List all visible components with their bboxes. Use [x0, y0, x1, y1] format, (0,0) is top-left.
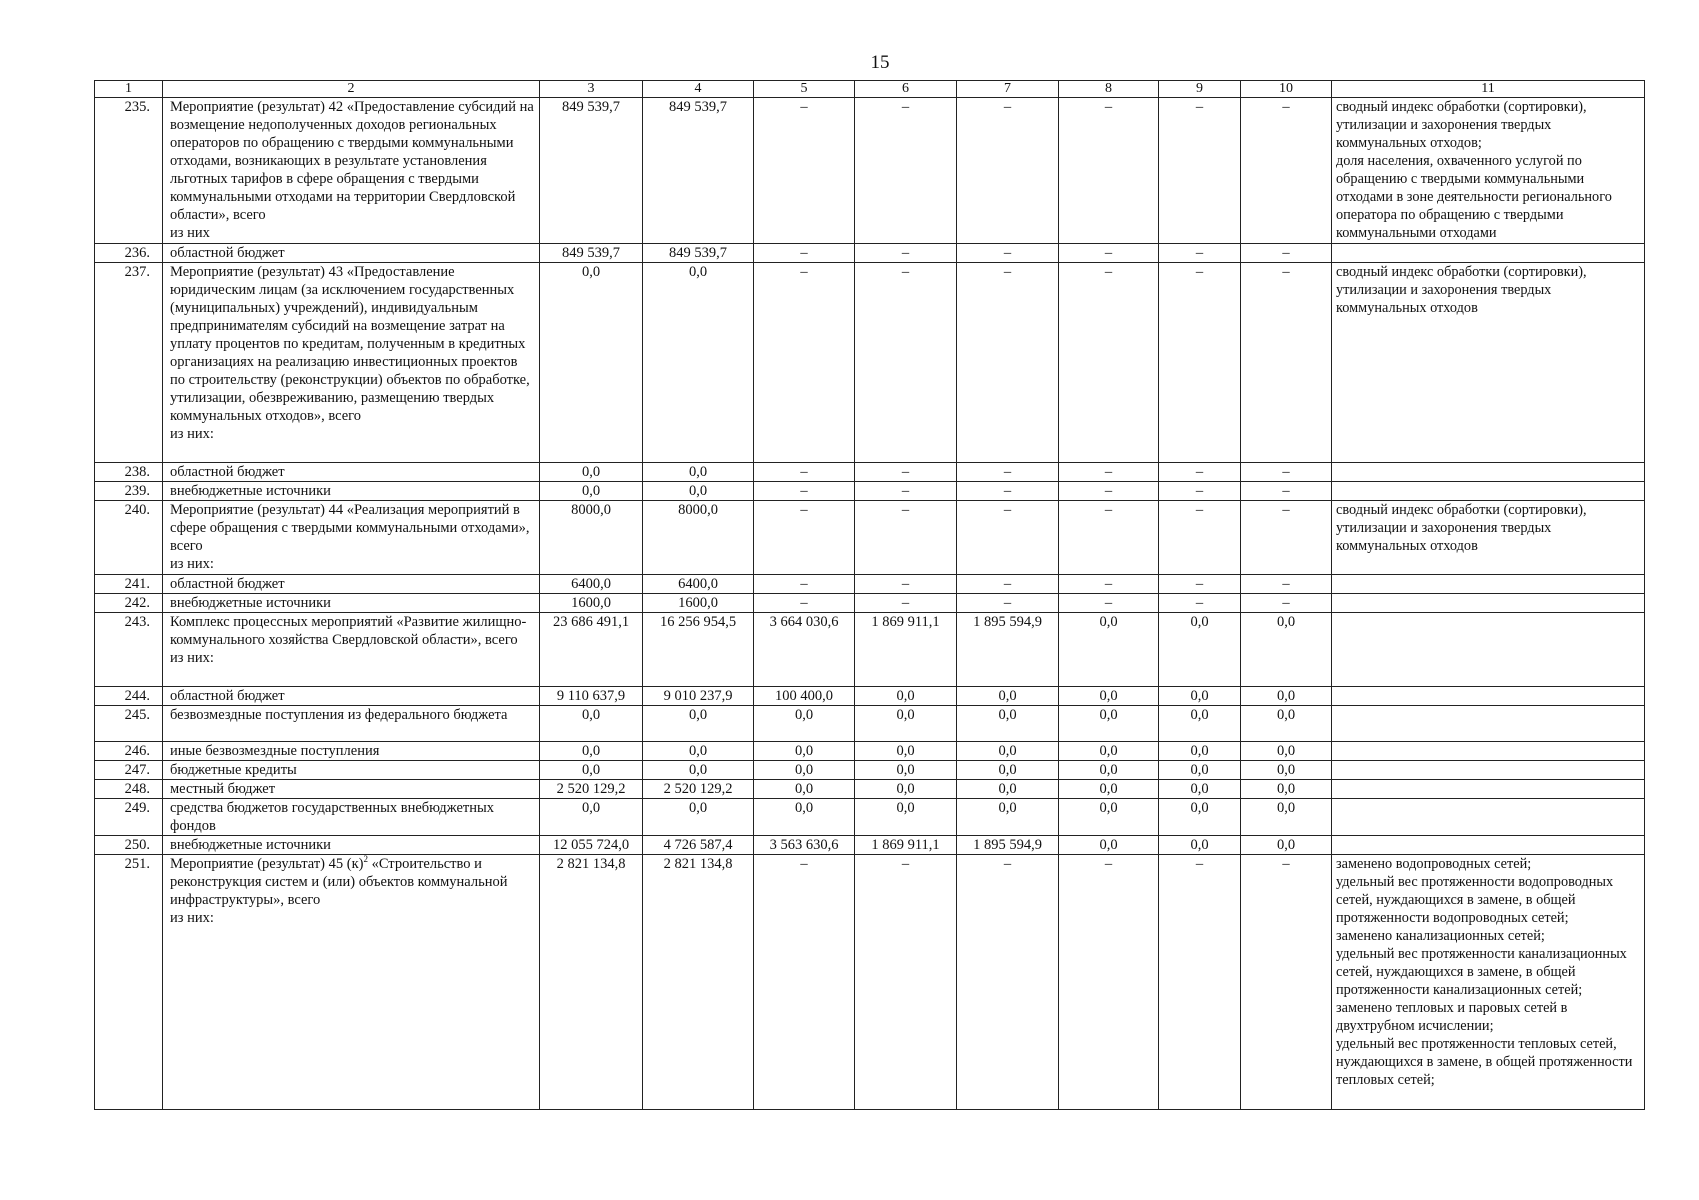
table-row [95, 855, 1645, 1110]
row-description: внебюджетные источники [163, 482, 540, 501]
value-cell: – [957, 463, 1059, 482]
row-description: внебюджетные источники [163, 594, 540, 613]
value-cell: – [1059, 575, 1159, 594]
value-cell: – [1159, 501, 1241, 575]
value-cell: – [1241, 855, 1332, 1110]
header-row [95, 81, 1645, 98]
table-row [95, 482, 1645, 501]
row-indicator [1332, 482, 1645, 501]
row-number: 236. [95, 244, 163, 263]
value-cell: – [1241, 463, 1332, 482]
row-indicator [1332, 575, 1645, 594]
value-cell: 0,0 [1241, 761, 1332, 780]
value-cell: – [1159, 855, 1241, 1110]
value-cell: 0,0 [643, 482, 754, 501]
column-header: 6 [855, 81, 957, 98]
row-number: 242. [95, 594, 163, 613]
value-cell: 0,0 [957, 742, 1059, 761]
row-number: 248. [95, 780, 163, 799]
value-cell: 1 869 911,1 [855, 836, 957, 855]
value-cell: – [855, 501, 957, 575]
value-cell: – [1059, 263, 1159, 463]
column-header: 9 [1159, 81, 1241, 98]
value-cell: 9 110 637,9 [540, 687, 643, 706]
table-row [95, 613, 1645, 687]
column-header: 2 [163, 81, 540, 98]
value-cell: – [855, 463, 957, 482]
row-indicator: сводный индекс обработки (сортировки), утилизации и захоронения твердых коммунальных отходов [1332, 501, 1645, 575]
value-cell: 0,0 [1059, 761, 1159, 780]
row-description: областной бюджет [163, 244, 540, 263]
value-cell: 0,0 [1241, 799, 1332, 836]
value-cell: 0,0 [957, 799, 1059, 836]
value-cell: 0,0 [1059, 742, 1159, 761]
row-indicator [1332, 780, 1645, 799]
column-header: 1 [95, 81, 163, 98]
value-cell: – [855, 263, 957, 463]
value-cell: – [754, 855, 855, 1110]
value-cell: 0,0 [643, 799, 754, 836]
value-cell: 0,0 [1241, 742, 1332, 761]
row-description [163, 855, 540, 1110]
value-cell: – [754, 501, 855, 575]
row-description: Мероприятие (результат) 44 «Реализация мероприятий в сфере обращения с твердыми коммунальными отходами», всего из них: [163, 501, 540, 575]
value-cell: 0,0 [1159, 706, 1241, 742]
value-cell: – [855, 855, 957, 1110]
value-cell: 0,0 [957, 687, 1059, 706]
value-cell: – [957, 98, 1059, 244]
table-row [95, 98, 1645, 244]
value-cell: 0,0 [1241, 836, 1332, 855]
value-cell: – [1059, 501, 1159, 575]
value-cell: 6400,0 [643, 575, 754, 594]
value-cell: 0,0 [540, 463, 643, 482]
value-cell: 8000,0 [540, 501, 643, 575]
budget-table [94, 80, 1645, 1110]
value-cell: 0,0 [1159, 799, 1241, 836]
value-cell: 0,0 [957, 706, 1059, 742]
row-description: областной бюджет [163, 463, 540, 482]
value-cell: 0,0 [540, 761, 643, 780]
row-number: 237. [95, 263, 163, 463]
row-indicator [1332, 244, 1645, 263]
table-row [95, 742, 1645, 761]
value-cell: – [1159, 463, 1241, 482]
value-cell: – [957, 501, 1059, 575]
table-row [95, 706, 1645, 742]
column-header: 8 [1059, 81, 1159, 98]
value-cell: – [754, 244, 855, 263]
value-cell: – [754, 98, 855, 244]
value-cell: 0,0 [1159, 687, 1241, 706]
row-indicator [1332, 594, 1645, 613]
value-cell: – [1059, 463, 1159, 482]
value-cell: – [957, 594, 1059, 613]
value-cell: 0,0 [643, 761, 754, 780]
table-row [95, 836, 1645, 855]
value-cell: 0,0 [1059, 799, 1159, 836]
value-cell: 12 055 724,0 [540, 836, 643, 855]
table-row [95, 575, 1645, 594]
value-cell: – [855, 575, 957, 594]
row-number: 244. [95, 687, 163, 706]
table-row [95, 687, 1645, 706]
value-cell: 2 520 129,2 [643, 780, 754, 799]
value-cell: 0,0 [643, 742, 754, 761]
value-cell: – [1159, 575, 1241, 594]
table-row [95, 463, 1645, 482]
value-cell: 0,0 [855, 799, 957, 836]
value-cell: 0,0 [540, 482, 643, 501]
value-cell: 849 539,7 [540, 244, 643, 263]
value-cell: – [1159, 482, 1241, 501]
value-cell: – [957, 855, 1059, 1110]
row-number: 247. [95, 761, 163, 780]
value-cell: 849 539,7 [643, 98, 754, 244]
row-number: 243. [95, 613, 163, 687]
value-cell: 16 256 954,5 [643, 613, 754, 687]
value-cell: – [1059, 594, 1159, 613]
value-cell: 3 664 030,6 [754, 613, 855, 687]
value-cell: 0,0 [643, 706, 754, 742]
value-cell: 0,0 [1159, 613, 1241, 687]
value-cell: – [855, 244, 957, 263]
value-cell: 0,0 [1059, 706, 1159, 742]
value-cell: – [855, 594, 957, 613]
value-cell: 6400,0 [540, 575, 643, 594]
description-text: Мероприятие (результат) 45 (к) [170, 856, 364, 872]
value-cell: – [1159, 263, 1241, 463]
row-indicator: сводный индекс обработки (сортировки), утилизации и захоронения твердых коммунальных отходов [1332, 263, 1645, 463]
value-cell: – [1059, 98, 1159, 244]
value-cell: 0,0 [1241, 687, 1332, 706]
value-cell: 0,0 [643, 463, 754, 482]
value-cell: 0,0 [855, 761, 957, 780]
row-description: бюджетные кредиты [163, 761, 540, 780]
column-header: 7 [957, 81, 1059, 98]
value-cell: 1600,0 [643, 594, 754, 613]
value-cell: 849 539,7 [540, 98, 643, 244]
value-cell: – [754, 463, 855, 482]
value-cell: 0,0 [643, 263, 754, 463]
value-cell: 0,0 [754, 742, 855, 761]
value-cell: 0,0 [957, 761, 1059, 780]
value-cell: 0,0 [1159, 780, 1241, 799]
value-cell: 0,0 [855, 742, 957, 761]
row-description: безвозмездные поступления из федерального бюджета [163, 706, 540, 742]
table-row [95, 761, 1645, 780]
row-indicator: заменено водопроводных сетей; удельный вес протяженности водопроводных сетей, нуждающихся в замене, в общей протяженности водопроводных сетей; заменено канализационных сетей; удельный вес протяженности канализационных сетей, нуждающихся в замене, в общей протяженности канализационных сетей; заменено тепловых и паровых сетей в двухтрубном исчислении; удельный вес протяженности тепловых сетей, нуждающихся в замене, в общей протяженности тепловых сетей; [1332, 855, 1645, 1110]
row-number: 246. [95, 742, 163, 761]
row-number: 239. [95, 482, 163, 501]
value-cell: 100 400,0 [754, 687, 855, 706]
column-header: 11 [1332, 81, 1645, 98]
value-cell: 8000,0 [643, 501, 754, 575]
row-description: Мероприятие (результат) 43 «Предоставление юридическим лицам (за исключением государственных (муниципальных) учреждений), индивидуальным предпринимателям субсидий на возмещение затрат на уплату процентов по кредитам, полученным в кредитных организациях на реализацию инвестиционных проектов по строительству (реконструкции) объектов по обработке, утилизации, обезвреживанию, размещению твердых коммунальных отходов», всего из них: [163, 263, 540, 463]
column-header: 5 [754, 81, 855, 98]
row-indicator [1332, 706, 1645, 742]
value-cell: 1 895 594,9 [957, 613, 1059, 687]
row-number: 249. [95, 799, 163, 836]
value-cell: 0,0 [1241, 706, 1332, 742]
value-cell: – [1241, 501, 1332, 575]
value-cell: – [855, 98, 957, 244]
page-number: 15 [870, 52, 890, 73]
value-cell: 0,0 [754, 780, 855, 799]
value-cell: – [855, 482, 957, 501]
description-text: «Строительство и реконструкция систем и (или) объектов коммунальной инфраструктуры», всего из них: [170, 856, 508, 926]
row-indicator [1332, 799, 1645, 836]
footnote-mark: 2 [363, 854, 368, 865]
value-cell: 0,0 [1159, 742, 1241, 761]
value-cell: 0,0 [1159, 836, 1241, 855]
row-number: 235. [95, 98, 163, 244]
row-description: местный бюджет [163, 780, 540, 799]
value-cell: 0,0 [1059, 687, 1159, 706]
value-cell: 849 539,7 [643, 244, 754, 263]
table-row [95, 244, 1645, 263]
row-description: Комплекс процессных мероприятий «Развитие жилищно-коммунального хозяйства Свердловской области», всего из них: [163, 613, 540, 687]
row-indicator [1332, 742, 1645, 761]
value-cell: – [1241, 482, 1332, 501]
value-cell: 0,0 [540, 706, 643, 742]
table-row [95, 780, 1645, 799]
value-cell: 0,0 [754, 799, 855, 836]
value-cell: – [1159, 98, 1241, 244]
row-description: областной бюджет [163, 575, 540, 594]
value-cell: 0,0 [1241, 613, 1332, 687]
value-cell: 1 869 911,1 [855, 613, 957, 687]
column-header: 10 [1241, 81, 1332, 98]
value-cell: – [1159, 594, 1241, 613]
value-cell: 0,0 [540, 263, 643, 463]
value-cell: – [754, 482, 855, 501]
value-cell: 0,0 [1059, 780, 1159, 799]
value-cell: – [754, 594, 855, 613]
row-number: 250. [95, 836, 163, 855]
row-number: 245. [95, 706, 163, 742]
value-cell: – [754, 575, 855, 594]
value-cell: 0,0 [754, 761, 855, 780]
value-cell: – [957, 263, 1059, 463]
row-description: внебюджетные источники [163, 836, 540, 855]
value-cell: – [1241, 244, 1332, 263]
row-number: 241. [95, 575, 163, 594]
value-cell: 3 563 630,6 [754, 836, 855, 855]
row-description: средства бюджетов государственных внебюджетных фондов [163, 799, 540, 836]
value-cell: 0,0 [855, 780, 957, 799]
column-header: 4 [643, 81, 754, 98]
table-row [95, 799, 1645, 836]
row-description: иные безвозмездные поступления [163, 742, 540, 761]
table-row [95, 263, 1645, 463]
value-cell: 0,0 [855, 687, 957, 706]
value-cell: 0,0 [957, 780, 1059, 799]
value-cell: 23 686 491,1 [540, 613, 643, 687]
value-cell: – [754, 263, 855, 463]
row-number: 240. [95, 501, 163, 575]
value-cell: – [1241, 263, 1332, 463]
row-indicator [1332, 463, 1645, 482]
table-body [95, 81, 1645, 1110]
value-cell: 0,0 [754, 706, 855, 742]
value-cell: 2 520 129,2 [540, 780, 643, 799]
value-cell: 2 821 134,8 [643, 855, 754, 1110]
value-cell: – [957, 482, 1059, 501]
value-cell: 0,0 [1159, 761, 1241, 780]
table-row [95, 501, 1645, 575]
row-number: 238. [95, 463, 163, 482]
row-number: 251. [95, 855, 163, 1110]
row-indicator [1332, 613, 1645, 687]
value-cell: 1600,0 [540, 594, 643, 613]
value-cell: 0,0 [1059, 613, 1159, 687]
row-description: Мероприятие (результат) 42 «Предоставление субсидий на возмещение недополученных доходов региональных операторов по обращению с твердыми коммунальными отходами, возникающих в результате установления льготных тарифов в сфере обращения с твердыми коммунальными отходами на территории Свердловской области», всего из них [163, 98, 540, 244]
value-cell: – [1059, 482, 1159, 501]
value-cell: – [1241, 98, 1332, 244]
value-cell: – [1159, 244, 1241, 263]
value-cell: 9 010 237,9 [643, 687, 754, 706]
row-indicator [1332, 687, 1645, 706]
value-cell: – [1059, 855, 1159, 1110]
value-cell: 0,0 [540, 742, 643, 761]
value-cell: – [1241, 594, 1332, 613]
value-cell: – [1059, 244, 1159, 263]
value-cell: 0,0 [1059, 836, 1159, 855]
table-row [95, 594, 1645, 613]
value-cell: 1 895 594,9 [957, 836, 1059, 855]
row-indicator: сводный индекс обработки (сортировки), утилизации и захоронения твердых коммунальных отходов; доля населения, охваченного услугой по обращению с твердыми коммунальными отходами в зоне деятельности регионального оператора по обращению с твердыми коммунальными отходами [1332, 98, 1645, 244]
value-cell: – [957, 244, 1059, 263]
value-cell: – [957, 575, 1059, 594]
value-cell: 2 821 134,8 [540, 855, 643, 1110]
value-cell: 0,0 [855, 706, 957, 742]
value-cell: 0,0 [1241, 780, 1332, 799]
row-indicator [1332, 836, 1645, 855]
value-cell: 4 726 587,4 [643, 836, 754, 855]
value-cell: 0,0 [540, 799, 643, 836]
row-indicator [1332, 761, 1645, 780]
row-description: областной бюджет [163, 687, 540, 706]
value-cell: – [1241, 575, 1332, 594]
column-header: 3 [540, 81, 643, 98]
